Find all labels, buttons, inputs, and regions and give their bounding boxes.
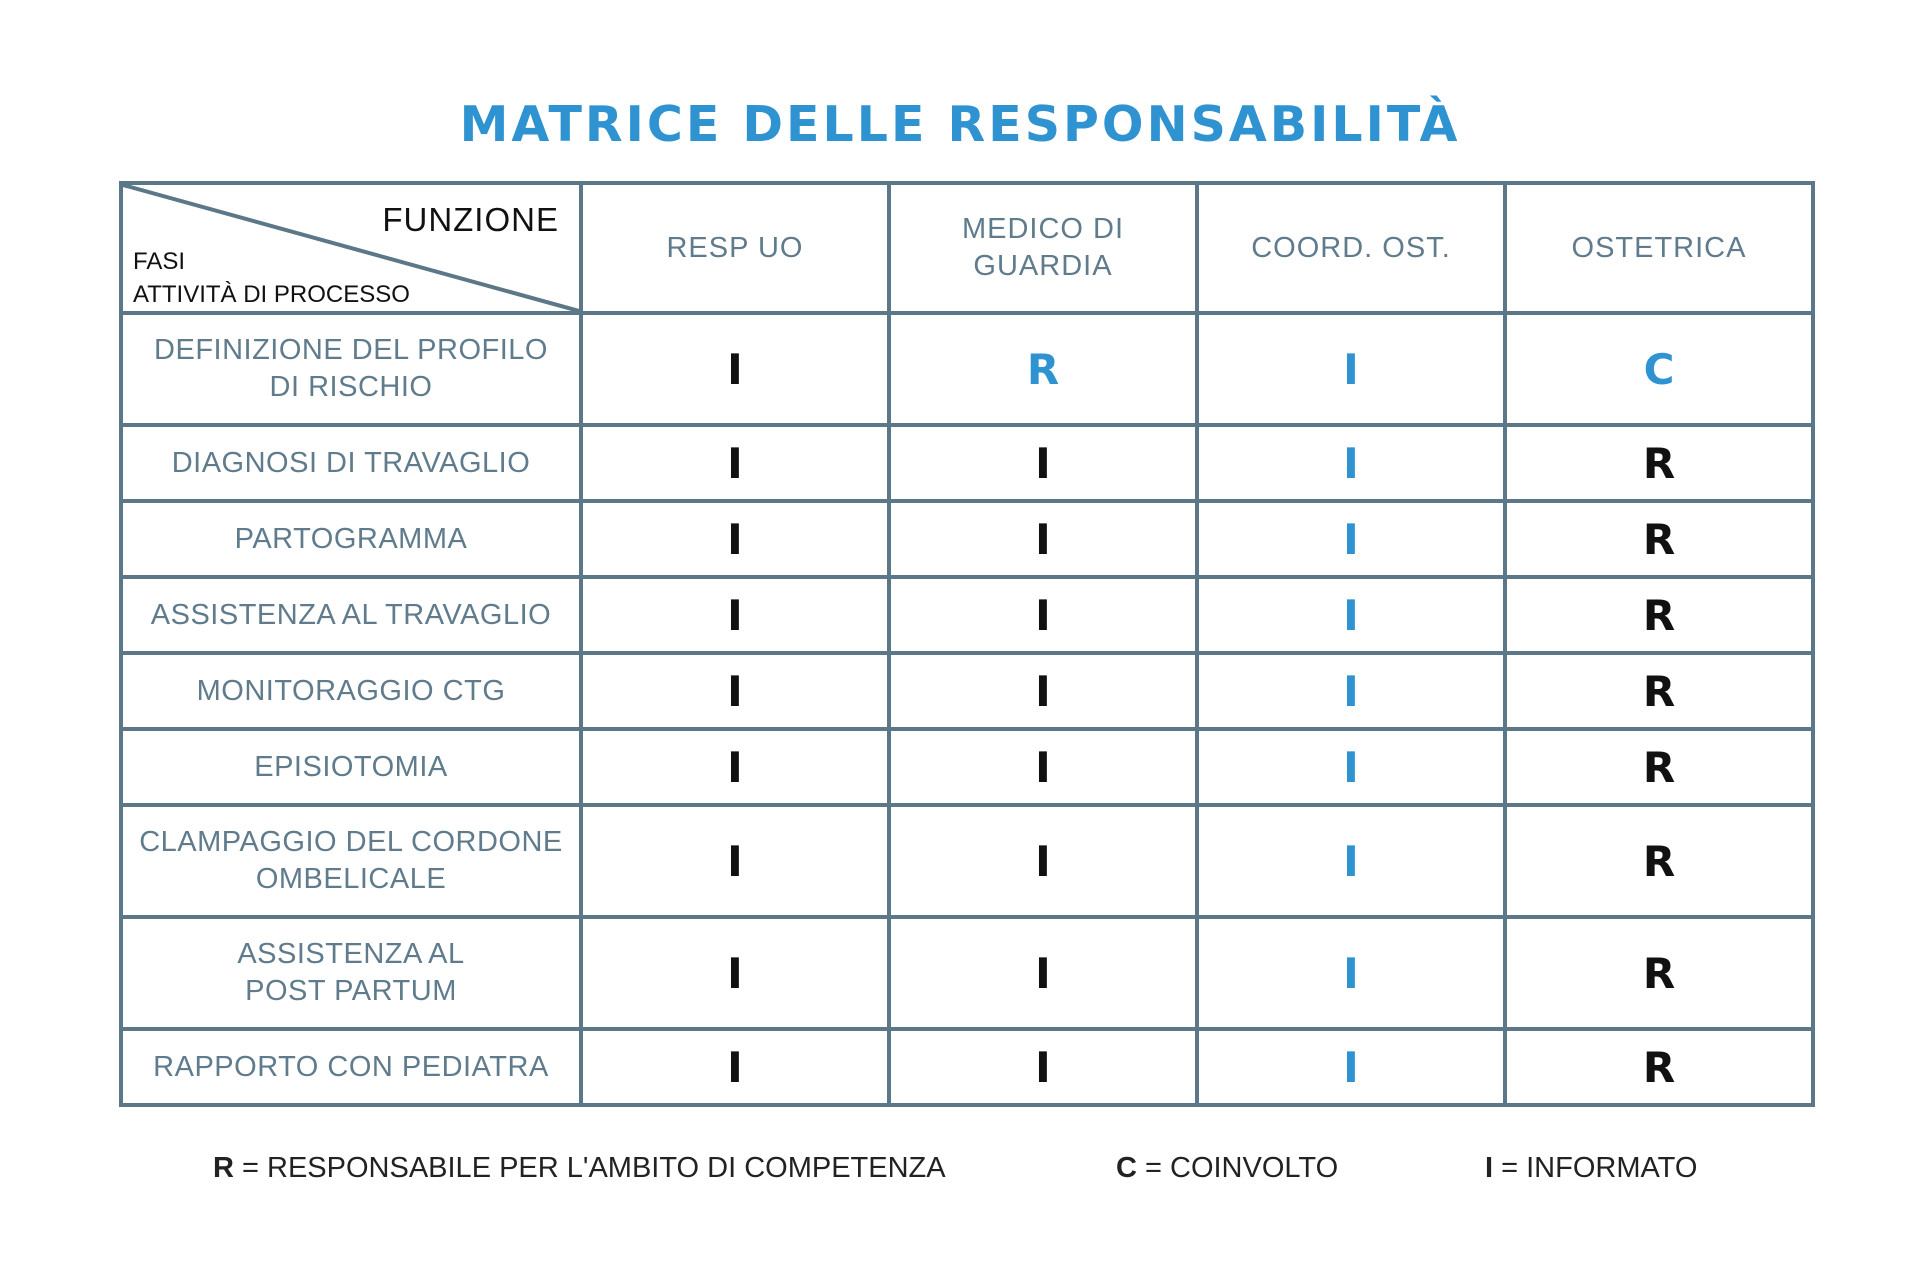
column-header-ostetrica: OSTETRICA [1505,183,1813,313]
responsibility-matrix [119,181,1815,1107]
table-row [121,313,1813,425]
phases-label: FASI [133,248,186,275]
column-header-coord-ost: COORD. OST. [1197,183,1505,313]
row-header-partogramma: PARTOGRAMMA [121,501,581,577]
legend-text-r: = RESPONSABILE PER L'AMBITO DI COMPETENZA [233,1152,946,1184]
cell-value: I [581,501,889,577]
cell-value: R [1505,425,1813,501]
row-header-diagnosi-di-travaglio: DIAGNOSI DI TRAVAGLIO [121,425,581,501]
cell-value: I [889,917,1197,1029]
cell-value: I [581,1029,889,1105]
cell-value: R [1505,577,1813,653]
cell-value: R [1505,917,1813,1029]
legend-responsabile [213,1152,946,1185]
page-title: MATRICE DELLE RESPONSABILITÀ [459,96,1461,153]
cell-value: I [581,313,889,425]
cell-value: I [581,729,889,805]
cell-value: I [889,577,1197,653]
cell-value: I [1197,729,1505,805]
legend-coinvolto [1116,1152,1338,1185]
table-row [121,501,1813,577]
table-row [121,917,1813,1029]
row-header-assistenza-al-travaglio: ASSISTENZA AL TRAVAGLIO [121,577,581,653]
row-header-clampaggio-del-cordone: CLAMPAGGIO DEL CORDONE OMBELICALE [121,805,581,917]
table-row [121,577,1813,653]
legend-text-c: = COINVOLTO [1136,1152,1339,1184]
table-row [121,805,1813,917]
table-row [121,425,1813,501]
cell-value: I [581,805,889,917]
header-row [121,183,1813,313]
cell-value: I [889,501,1197,577]
legend-text-i: = INFORMATO [1493,1152,1698,1184]
cell-value: I [1197,313,1505,425]
corner-cell [121,183,581,313]
function-label: FUNZIONE [382,201,559,238]
phases-label-block [133,245,410,311]
legend-key-c: C [1116,1152,1137,1184]
table-row [121,729,1813,805]
column-header-resp-uo: RESP UO [581,183,889,313]
table-row [121,653,1813,729]
cell-value: I [1197,425,1505,501]
cell-value: I [1197,1029,1505,1105]
legend-key-r: R [213,1152,234,1184]
legend-informato [1485,1152,1697,1185]
cell-value: I [581,653,889,729]
cell-value: R [1505,1029,1813,1105]
cell-value: R [1505,653,1813,729]
cell-value: R [889,313,1197,425]
cell-value: I [581,917,889,1029]
cell-value: I [889,425,1197,501]
cell-value: I [1197,501,1505,577]
table-row [121,1029,1813,1105]
cell-value: I [889,729,1197,805]
cell-value: I [889,1029,1197,1105]
cell-value: I [581,425,889,501]
row-header-rapporto-con-pediatra: RAPPORTO CON PEDIATRA [121,1029,581,1105]
cell-value: I [1197,805,1505,917]
row-header-definizione-profilo-rischio: DEFINIZIONE DEL PROFILO DI RISCHIO [121,313,581,425]
activities-label: ATTIVITÀ DI PROCESSO [133,281,410,308]
row-header-monitoraggio-ctg: MONITORAGGIO CTG [121,653,581,729]
cell-value: I [1197,577,1505,653]
cell-value: C [1505,313,1813,425]
row-header-episiotomia: EPISIOTOMIA [121,729,581,805]
row-header-assistenza-post-partum: ASSISTENZA AL POST PARTUM [121,917,581,1029]
cell-value: I [1197,917,1505,1029]
cell-value: I [581,577,889,653]
cell-value: I [889,805,1197,917]
cell-value: R [1505,729,1813,805]
legend-key-i: I [1485,1152,1494,1184]
cell-value: I [889,653,1197,729]
cell-value: I [1197,653,1505,729]
column-header-medico-di-guardia: MEDICO DI GUARDIA [889,183,1197,313]
cell-value: R [1505,805,1813,917]
cell-value: R [1505,501,1813,577]
